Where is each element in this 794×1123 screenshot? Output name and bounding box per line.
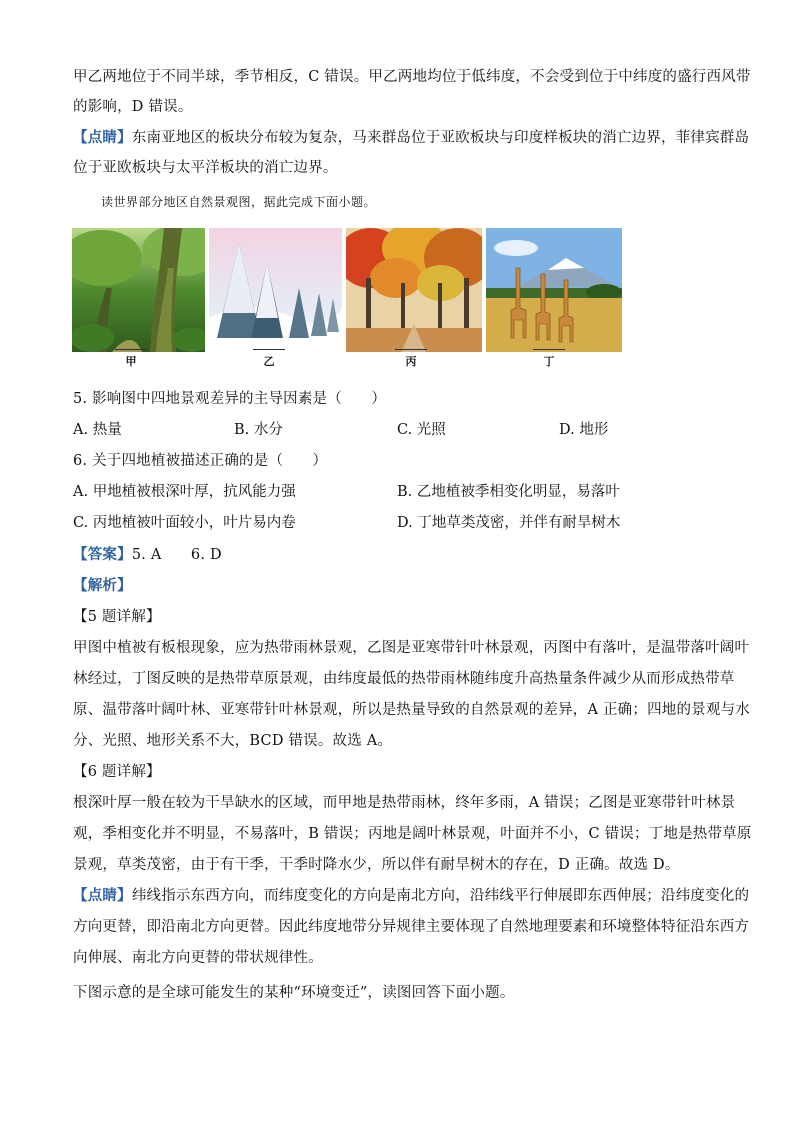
tip-label: 【点睛】 bbox=[73, 887, 132, 904]
photo-caption-bing: 丙 bbox=[391, 353, 431, 369]
answer-text: 5. A 6. D bbox=[131, 547, 222, 563]
tip-paragraph bbox=[73, 886, 749, 906]
photo-caption-ding: 丁 bbox=[529, 353, 569, 369]
rainforest-photo bbox=[72, 228, 205, 352]
q5-option-c[interactable]: C. 光照 bbox=[397, 422, 446, 438]
detail-5-heading: 【5 题详解】 bbox=[73, 609, 161, 625]
savanna-giraffe-photo bbox=[486, 228, 622, 352]
text-line: 原、温带落叶阔叶林、亚寒带针叶林景观，所以是热量导致的自然景观的差异，A 正确；四地的景观与水 bbox=[73, 702, 750, 718]
tip-text: 东南亚地区的板块分布较为复杂，马来群岛位于亚欧板块与印度样板块的消亡边界，菲律宾群岛 bbox=[131, 130, 750, 146]
answer-label: 【答案】 bbox=[73, 546, 132, 563]
photo-caption-jia: 甲 bbox=[111, 353, 151, 369]
q5-option-b[interactable]: B. 水分 bbox=[234, 422, 283, 438]
text-line: 甲图中植被有板根现象，应为热带雨林景观，乙图是亚寒带针叶林景观，丙图中有落叶，是温带落叶阔叶 bbox=[73, 640, 750, 656]
q5-option-a[interactable]: A. 热量 bbox=[73, 422, 122, 438]
text-line: 林经过，丁图反映的是热带草原景观，由纬度最低的热带雨林随纬度升高热量条件减少从而形成热带草 bbox=[73, 671, 735, 687]
text-line: 分、光照、地形关系不大，BCD 错误。故选 A。 bbox=[73, 733, 393, 749]
text-line: 根深叶厚一般在较为干旱缺水的区域，而甲地是热带雨林，终年多雨，A 错误；乙图是亚寒带针叶林景 bbox=[73, 795, 736, 811]
detail-6-heading: 【6 题详解】 bbox=[73, 764, 161, 780]
analysis-label: 【解析】 bbox=[73, 577, 132, 594]
answer-line bbox=[73, 545, 222, 565]
next-question-intro: 下图示意的是全球可能发生的某种“环境变迁”，读图回答下面小题。 bbox=[73, 985, 515, 1001]
photo-caption-yi: 乙 bbox=[249, 353, 289, 369]
tip-text: 纬线指示东西方向，而纬度变化的方向是南北方向，沿纬线平行伸展即东西伸展；沿纬度变化的 bbox=[131, 888, 750, 904]
autumn-deciduous-photo bbox=[346, 228, 482, 352]
text-line: 位于亚欧板块与太平洋板块的消亡边界。 bbox=[73, 160, 338, 176]
question-intro: 读世界部分地区自然景观图，据此完成下面小题。 bbox=[101, 195, 377, 209]
question-6-stem: 6. 关于四地植被描述正确的是（ ） bbox=[73, 453, 328, 469]
tip-label: 【点睛】 bbox=[73, 129, 132, 146]
question-5-stem: 5. 影响图中四地景观差异的主导因素是（ ） bbox=[73, 391, 387, 407]
tip-paragraph bbox=[73, 128, 749, 148]
text-line: 方向更替，即沿南北方向更替。因此纬度地带分异规律主要体现了自然地理要素和环境整体特征沿东西方 bbox=[73, 919, 750, 935]
text-line: 向伸展、南北方向更替的带状规律性。 bbox=[73, 950, 323, 966]
q6-option-c[interactable]: C. 丙地植被叶面较小，叶片易内卷 bbox=[73, 515, 296, 531]
text-line: 观，季相变化并不明显，不易落叶，B 错误；丙地是阔叶林景观，叶面并不小，C 错误；丁地是热带草原 bbox=[73, 826, 752, 842]
text-line: 的影响，D 错误。 bbox=[73, 99, 193, 115]
text-line: 景观，草类茂密，由于有干季，干季时降水少，所以伴有耐旱树木的存在，D 正确。故选 D。 bbox=[73, 857, 680, 873]
snowy-conifer-photo bbox=[209, 228, 342, 352]
analysis-heading bbox=[73, 576, 132, 596]
text-line: 甲乙两地位于不同半球，季节相反，C 错误。甲乙两地均位于低纬度，不会受到位于中纬度的盛行西风带 bbox=[73, 69, 751, 85]
q6-option-a[interactable]: A. 甲地植被根深叶厚，抗风能力强 bbox=[73, 484, 296, 500]
q6-option-b[interactable]: B. 乙地植被季相变化明显，易落叶 bbox=[397, 484, 620, 500]
q5-option-d[interactable]: D. 地形 bbox=[559, 422, 609, 438]
q6-option-d[interactable]: D. 丁地草类茂密，并伴有耐旱树木 bbox=[397, 515, 621, 531]
